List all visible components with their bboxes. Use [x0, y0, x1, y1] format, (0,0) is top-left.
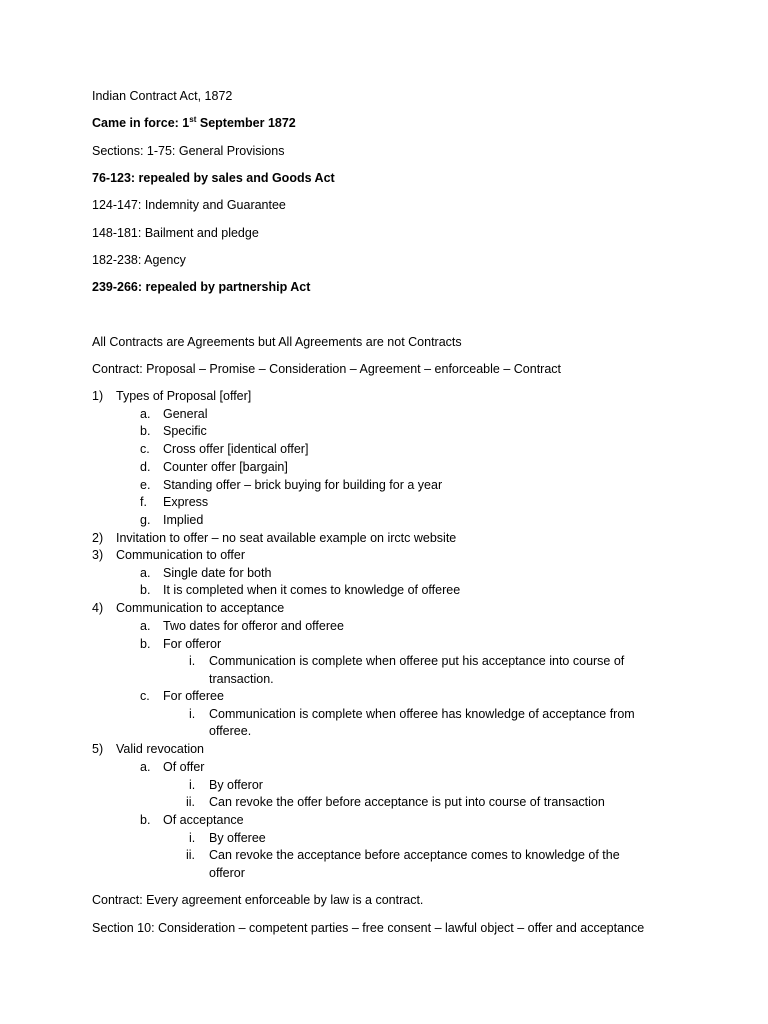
- roman-item-continued: offeror: [209, 866, 245, 880]
- section-range-agency: 182-238: Agency: [92, 253, 186, 267]
- sublist-item: Of offer: [163, 760, 205, 774]
- list-marker: 3): [92, 548, 104, 562]
- list-marker: 1): [92, 389, 104, 403]
- sublist-marker: a.: [140, 566, 151, 580]
- section-range-repealed-partnership: 239-266: repealed by partnership Act: [92, 280, 311, 294]
- sublist-marker: b.: [140, 583, 151, 597]
- sublist-marker: c.: [140, 689, 150, 703]
- sublist-marker: b.: [140, 637, 151, 651]
- sublist-marker: f.: [140, 495, 147, 509]
- came-in-force-suffix: September 1872: [196, 116, 296, 130]
- sublist-marker: b.: [140, 813, 151, 827]
- agreements-statement: All Contracts are Agreements but All Agreements are not Contracts: [92, 335, 462, 349]
- sublist-item: Of acceptance: [163, 813, 244, 827]
- came-in-force-ordinal: st: [189, 114, 197, 124]
- came-in-force-prefix: Came in force: 1: [92, 116, 190, 130]
- list-marker: 5): [92, 742, 104, 756]
- sublist-item: Cross offer [identical offer]: [163, 442, 309, 456]
- list-item-communication-to-acceptance: Communication to acceptance: [116, 601, 285, 615]
- list-marker: 2): [92, 531, 104, 545]
- roman-marker: ii.: [186, 848, 196, 862]
- roman-item: Communication is complete when offeree has knowledge of acceptance from: [209, 707, 635, 721]
- sublist-marker: a.: [140, 619, 151, 633]
- section-range-bailment: 148-181: Bailment and pledge: [92, 226, 259, 240]
- sublist-item: Two dates for offeror and offeree: [163, 619, 344, 633]
- sublist-item: Single date for both: [163, 566, 272, 580]
- section-range-general: Sections: 1-75: General Provisions: [92, 144, 285, 158]
- act-title: Indian Contract Act, 1872: [92, 89, 233, 103]
- section-range-indemnity: 124-147: Indemnity and Guarantee: [92, 198, 286, 212]
- sublist-item: Counter offer [bargain]: [163, 460, 288, 474]
- roman-marker: i.: [189, 654, 196, 668]
- sublist-marker: e.: [140, 478, 151, 492]
- sublist-item: For offeror: [163, 637, 222, 651]
- sublist-item: Specific: [163, 424, 207, 438]
- sublist-item: For offeree: [163, 689, 224, 703]
- sublist-marker: a.: [140, 760, 151, 774]
- sublist-marker: c.: [140, 442, 150, 456]
- contract-chain: Contract: Proposal – Promise – Consideration – Agreement – enforceable – Contract: [92, 362, 562, 376]
- roman-item: Can revoke the offer before acceptance is put into course of transaction: [209, 795, 605, 809]
- section-10-elements: Section 10: Consideration – competent parties – free consent – lawful object – offer and acceptance: [92, 921, 645, 935]
- list-item-invitation-to-offer: Invitation to offer – no seat available example on irctc website: [116, 531, 457, 545]
- roman-marker: ii.: [186, 795, 196, 809]
- sublist-item: Standing offer – brick buying for building for a year: [163, 478, 443, 492]
- list-item-valid-revocation: Valid revocation: [116, 742, 205, 756]
- roman-item: Communication is complete when offeree put his acceptance into course of: [209, 654, 625, 668]
- roman-marker: i.: [189, 778, 196, 792]
- contract-definition: Contract: Every agreement enforceable by law is a contract.: [92, 893, 424, 907]
- sublist-marker: d.: [140, 460, 151, 474]
- roman-item: By offeror: [209, 778, 263, 792]
- sublist-marker: a.: [140, 407, 151, 421]
- sublist-marker: b.: [140, 424, 151, 438]
- roman-item: By offeree: [209, 831, 266, 845]
- sublist-item: Implied: [163, 513, 204, 527]
- list-item-types-of-proposal: Types of Proposal [offer]: [116, 389, 252, 403]
- roman-marker: i.: [189, 707, 196, 721]
- roman-item-continued: offeree.: [209, 724, 252, 738]
- roman-marker: i.: [189, 831, 196, 845]
- came-in-force-line: [92, 115, 296, 131]
- section-range-repealed-sales: 76-123: repealed by sales and Goods Act: [92, 171, 335, 185]
- sublist-marker: g.: [140, 513, 151, 527]
- sublist-item: Express: [163, 495, 209, 509]
- list-item-communication-to-offer: Communication to offer: [116, 548, 245, 562]
- roman-item-continued: transaction.: [209, 672, 274, 686]
- roman-item: Can revoke the acceptance before acceptance comes to knowledge of the: [209, 848, 620, 862]
- sublist-item: It is completed when it comes to knowledge of offeree: [163, 583, 461, 597]
- list-marker: 4): [92, 601, 104, 615]
- sublist-item: General: [163, 407, 208, 421]
